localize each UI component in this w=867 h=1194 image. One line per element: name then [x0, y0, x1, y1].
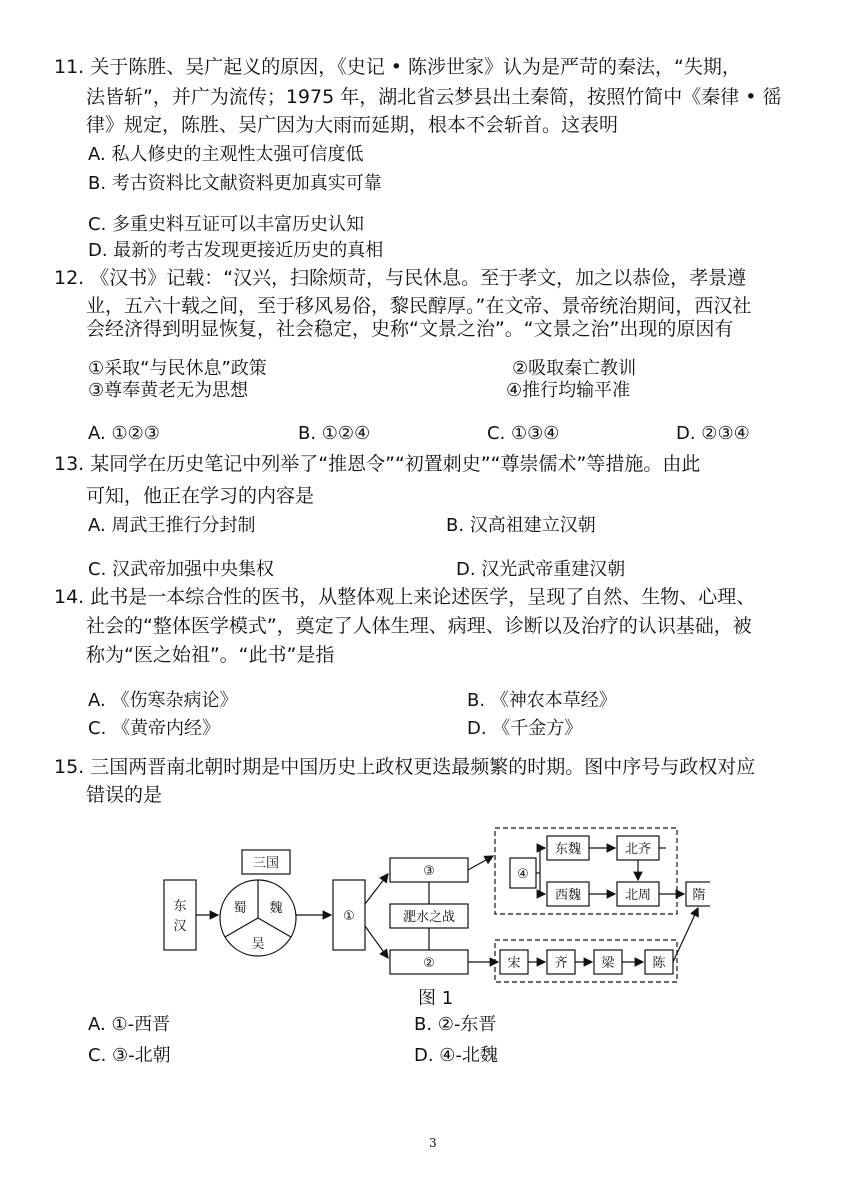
- q11-option-c: C. 多重史料互证可以丰富历史认知: [88, 214, 365, 235]
- dongwei-label: 东魏: [554, 842, 582, 857]
- node-4-label: ④: [517, 867, 529, 882]
- beizhou-label: 北周: [624, 888, 652, 903]
- south-dashed-group: [495, 940, 677, 982]
- q12-stem-line-1: 12. 《汉书》记载：“汉兴，扫除烦苛，与民休息。至于孝文，加之以恭俭，孝景遵: [54, 267, 747, 289]
- q12-stem-line-3: 会经济得到明显恢复，社会稳定，史称“文景之治”。“文景之治”出现的原因有: [86, 318, 734, 340]
- wu-label: 吴: [251, 937, 265, 952]
- node-1-label: ①: [343, 909, 355, 924]
- q14-option-b: B. 《神农本草经》: [467, 690, 617, 711]
- q15-option-a: A. ①-西晋: [88, 1014, 171, 1035]
- xiwei-label: 西魏: [554, 888, 582, 903]
- donghan-box: [164, 880, 196, 950]
- donghan-label-2: 汉: [173, 919, 187, 934]
- liang-label: 梁: [601, 956, 615, 971]
- q14-option-c: C. 《黄帝内经》: [88, 718, 221, 739]
- beiqi-label: 北齐: [624, 842, 652, 857]
- q12-option-b: B. ①②④: [298, 423, 371, 444]
- q11-stem-line-1: 11. 关于陈胜、吴广起义的原因，《史记 • 陈涉世家》认为是严苛的秦法，“失期，: [54, 56, 741, 78]
- q13-option-b: B. 汉高祖建立汉朝: [446, 515, 596, 536]
- chen-label: 陈: [652, 956, 666, 971]
- q13-stem-line-2: 可知，他正在学习的内容是: [86, 485, 315, 507]
- node-3-label: ③: [423, 864, 435, 879]
- wei-label: 魏: [269, 901, 283, 916]
- q12-item-3: ③尊奉黄老无为思想: [88, 380, 249, 401]
- shu-label: 蜀: [233, 901, 247, 916]
- q12-item-2: ②吸取秦亡教训: [512, 358, 637, 379]
- figure-caption: 图 1: [418, 988, 454, 1009]
- q12-option-c: C. ①③④: [487, 423, 560, 444]
- q12-stem-line-2: 业，五六十载之间，至于移风易俗，黎民醇厚。”在文帝、景帝统治期间，西汉社: [86, 295, 752, 317]
- q14-stem-line-2: 社会的“整体医学模式”，奠定了人体生理、病理、诊断以及治疗的认识基础，被: [86, 615, 752, 637]
- q13-option-a: A. 周武王推行分封制: [88, 515, 256, 536]
- q14-stem-line-3: 称为“医之始祖”。“此书”是指: [86, 644, 335, 666]
- q11-option-b: B. 考古资料比文献资料更加真实可靠: [88, 173, 382, 194]
- q15-option-d: D. ④-北魏: [414, 1045, 498, 1066]
- q15-option-c: C. ③-北朝: [88, 1045, 171, 1066]
- q12-option-a: A. ①②③: [88, 423, 160, 444]
- sui-label: 隋: [692, 888, 706, 903]
- q11-option-d: D. 最新的考古发现更接近历史的真相: [88, 240, 384, 261]
- q12-item-1: ①采取“与民休息”政策: [88, 358, 267, 379]
- feishui-label: 淝水之战: [402, 910, 456, 925]
- q13-stem-line-1: 13. 某同学在历史笔记中列举了“推恩令”“初置刺史”“尊崇儒术”等措施。由此: [54, 453, 701, 475]
- q15-option-b: B. ②-东晋: [414, 1014, 497, 1035]
- q14-option-a: A. 《伤寒杂病论》: [88, 690, 238, 711]
- qi-label: 齐: [554, 956, 568, 971]
- dynasty-diagram: [150, 824, 710, 988]
- page-number: 3: [429, 1136, 437, 1150]
- q11-option-a: A. 私人修史的主观性太强可信度低: [88, 144, 364, 165]
- q15-stem-line-2: 错误的是: [86, 784, 163, 806]
- sanguo-label: 三国: [252, 856, 280, 871]
- q11-stem-line-2: 法皆斩”，并广为流传；1975 年，湖北省云梦县出土秦简，按照竹简中《秦律 • 徭: [86, 86, 782, 108]
- q12-option-d: D. ②③④: [676, 423, 750, 444]
- song-label: 宋: [507, 956, 521, 971]
- q14-stem-line-1: 14. 此书是一本综合性的医书，从整体观上来论述医学，呈现了自然、生物、心理、: [54, 586, 756, 608]
- node-2-label: ②: [423, 956, 435, 971]
- donghan-label-1: 东: [173, 899, 187, 914]
- q13-option-d: D. 汉光武帝重建汉朝: [456, 559, 626, 580]
- q14-option-d: D. 《千金方》: [467, 718, 583, 739]
- q13-option-c: C. 汉武帝加强中央集权: [88, 559, 275, 580]
- q15-stem-line-1: 15. 三国两晋南北朝时期是中国历史上政权更迭最频繁的时期。图中序号与政权对应: [54, 756, 756, 778]
- q12-item-4: ④推行均输平准: [506, 380, 631, 401]
- q11-stem-line-3: 律》规定，陈胜、吴广因为大雨而延期，根本不会斩首。这表明: [86, 114, 619, 136]
